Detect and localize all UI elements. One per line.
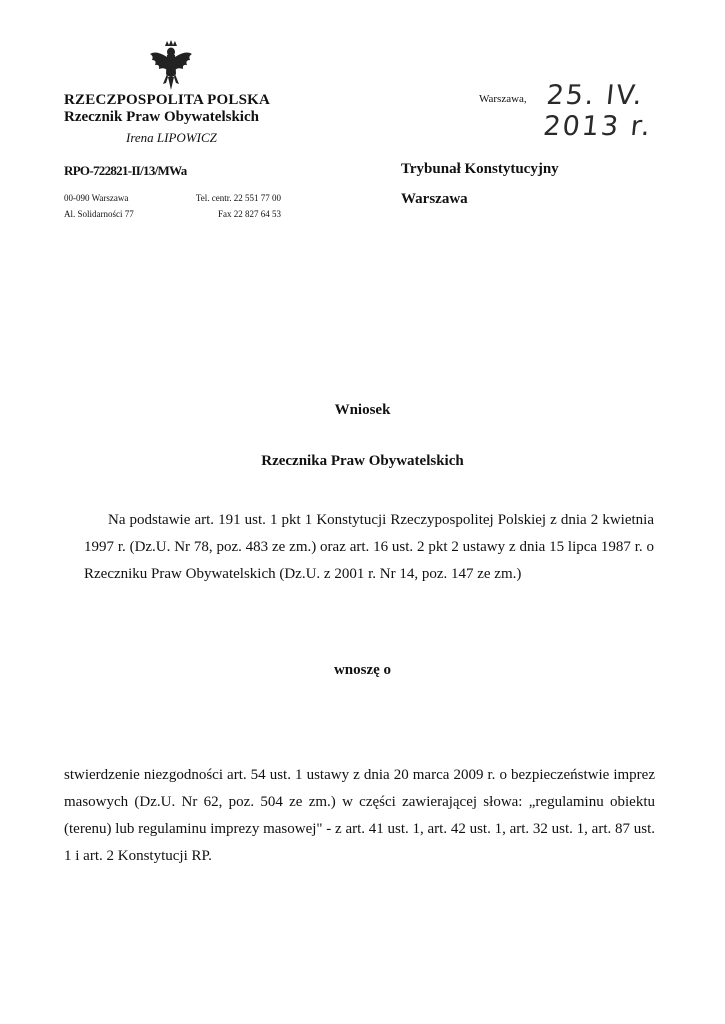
fax-number: Fax 22 827 64 53 xyxy=(218,209,281,219)
reference-number: RPO-722821-II/13/MWa xyxy=(64,163,187,178)
address-line-2: Al. Solidarności 77 xyxy=(64,209,134,219)
institution-office: Rzecznik Praw Obywatelskich xyxy=(64,109,259,125)
handwritten-date: 25. IV. 2013 r. xyxy=(541,80,654,142)
claim-paragraph: stwierdzenie niezgodności art. 54 ust. 1 ustawy z dnia 20 marca 2009 r. o bezpieczeństwie imprez masowych (Dz.U. Nr 62, poz. 504 ze zm.) w części zawierającej słowa: „regulaminu obiektu (terenu) lub regulaminu imprezy masowej" - z art. 41 ust. 1, art. 42 ust. 1, art. 32 ust. 1, art. 87 ust. 1 i art. 2 Konstytucji RP. xyxy=(64,767,655,864)
legal-basis-paragraph: Na podstawie art. 191 ust. 1 pkt 1 Konstytucji Rzeczypospolitej Polskiej z dnia 2 kwietnia 1997 r. (Dz.U. Nr 78, poz. 483 ze zm.) oraz art. 16 ust. 2 pkt 2 ustawy z dnia 15 lipca 1987 r. o Rzeczniku Praw Obywatelskich (Dz.U. z 2001 r. Nr 14, poz. 147 ze zm.) xyxy=(84,512,654,582)
institution-name: RZECZPOSPOLITA POLSKA xyxy=(64,92,271,108)
request-heading: wnoszę o xyxy=(333,662,392,678)
official-name: Irena LIPOWICZ xyxy=(126,130,217,145)
address-line-1: 00-090 Warszawa xyxy=(64,193,129,203)
recipient-city: Warszawa xyxy=(401,191,468,207)
phone-number: Tel. centr. 22 551 77 00 xyxy=(195,193,281,203)
document-title: Wniosek xyxy=(334,402,391,418)
date-place-label: Warszawa, xyxy=(479,93,527,105)
recipient-name: Trybunał Konstytucyjny xyxy=(401,161,559,177)
eagle-emblem-icon xyxy=(148,40,194,92)
document-subtitle: Rzecznika Praw Obywatelskich xyxy=(261,453,464,469)
